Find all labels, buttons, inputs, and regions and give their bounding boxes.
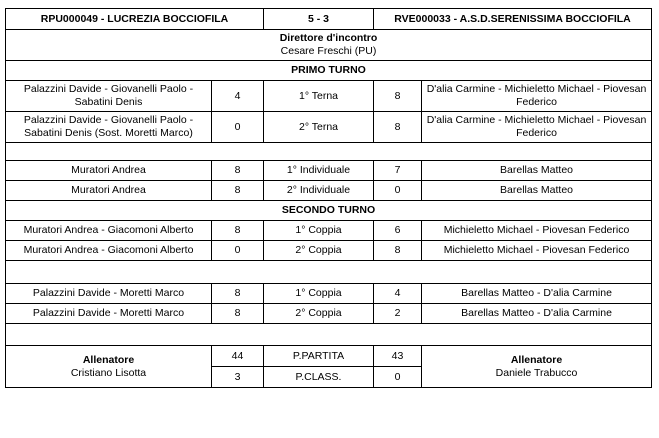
home-coach-label: Allenatore <box>82 353 135 366</box>
home-players: Palazzini Davide - Moretti Marco <box>6 284 212 304</box>
away-players: D'alia Carmine - Michieletto Michael - Piovesan Federico <box>422 112 652 143</box>
home-score: 8 <box>212 181 264 201</box>
match-row <box>6 284 652 304</box>
away-team-name: RVE000033 - A.S.D.SERENISSIMA BOCCIOFILA <box>374 9 652 30</box>
match-row <box>6 304 652 324</box>
spacer-row <box>6 324 652 346</box>
home-players: Muratori Andrea - Giacomoni Alberto <box>6 221 212 241</box>
game-type: 1° Coppia <box>264 221 374 241</box>
partita-away-points: 43 <box>374 346 422 367</box>
away-score: 4 <box>374 284 422 304</box>
game-type: 1° Terna <box>264 81 374 112</box>
section-title-second: SECONDO TURNO <box>6 201 652 221</box>
match-row <box>6 221 652 241</box>
section-row <box>6 201 652 221</box>
match-report-table <box>5 8 652 388</box>
game-type: 2° Coppia <box>264 304 374 324</box>
home-players: Muratori Andrea <box>6 161 212 181</box>
home-score: 8 <box>212 304 264 324</box>
spacer-row <box>6 261 652 284</box>
home-players: Palazzini Davide - Moretti Marco <box>6 304 212 324</box>
away-players: Barellas Matteo - D'alia Carmine <box>422 284 652 304</box>
away-score: 8 <box>374 112 422 143</box>
match-row <box>6 112 652 143</box>
class-label: P.CLASS. <box>264 367 374 388</box>
home-players: Muratori Andrea - Giacomoni Alberto <box>6 241 212 261</box>
home-score: 0 <box>212 112 264 143</box>
home-players: Palazzini Davide - Giovanelli Paolo - Sabatini Denis (Sost. Moretti Marco) <box>6 112 212 143</box>
match-report <box>5 8 651 388</box>
away-players: Michieletto Michael - Piovesan Federico <box>422 241 652 261</box>
section-row <box>6 61 652 81</box>
home-score: 8 <box>212 221 264 241</box>
director-cell <box>6 30 652 61</box>
home-score: 0 <box>212 241 264 261</box>
director-row <box>6 30 652 61</box>
away-score: 7 <box>374 161 422 181</box>
spacer-row <box>6 143 652 161</box>
away-players: Barellas Matteo - D'alia Carmine <box>422 304 652 324</box>
home-score: 4 <box>212 81 264 112</box>
spacer-cell <box>6 143 652 161</box>
home-team-name: RPU000049 - LUCREZIA BOCCIOFILA <box>6 9 264 30</box>
footer-row-partita <box>6 346 652 367</box>
away-score: 8 <box>374 241 422 261</box>
away-players: D'alia Carmine - Michieletto Michael - Piovesan Federico <box>422 81 652 112</box>
header-row <box>6 9 652 30</box>
director-label: Direttore d'incontro <box>279 32 378 44</box>
match-score: 5 - 3 <box>264 9 374 30</box>
away-coach-label: Allenatore <box>510 353 563 366</box>
home-players: Palazzini Davide - Giovanelli Paolo - Sabatini Denis <box>6 81 212 112</box>
away-score: 8 <box>374 81 422 112</box>
match-row <box>6 241 652 261</box>
away-players: Michieletto Michael - Piovesan Federico <box>422 221 652 241</box>
section-title-first: PRIMO TURNO <box>6 61 652 81</box>
partita-home-points: 44 <box>212 346 264 367</box>
away-score: 2 <box>374 304 422 324</box>
partita-label: P.PARTITA <box>264 346 374 367</box>
game-type: 2° Individuale <box>264 181 374 201</box>
class-home-points: 3 <box>212 367 264 388</box>
match-row <box>6 161 652 181</box>
game-type: 2° Terna <box>264 112 374 143</box>
away-coach-cell <box>422 346 652 388</box>
game-type: 1° Individuale <box>264 161 374 181</box>
home-score: 8 <box>212 161 264 181</box>
away-players: Barellas Matteo <box>422 181 652 201</box>
away-score: 0 <box>374 181 422 201</box>
class-away-points: 0 <box>374 367 422 388</box>
home-coach-cell <box>6 346 212 388</box>
away-score: 6 <box>374 221 422 241</box>
director-name: Cesare Freschi (PU) <box>280 45 377 57</box>
spacer-cell <box>6 324 652 346</box>
game-type: 1° Coppia <box>264 284 374 304</box>
away-coach-name: Daniele Trabucco <box>495 366 578 379</box>
home-coach-name: Cristiano Lisotta <box>70 366 147 379</box>
home-score: 8 <box>212 284 264 304</box>
away-players: Barellas Matteo <box>422 161 652 181</box>
home-players: Muratori Andrea <box>6 181 212 201</box>
spacer-cell <box>6 261 652 284</box>
game-type: 2° Coppia <box>264 241 374 261</box>
match-row <box>6 81 652 112</box>
match-row <box>6 181 652 201</box>
